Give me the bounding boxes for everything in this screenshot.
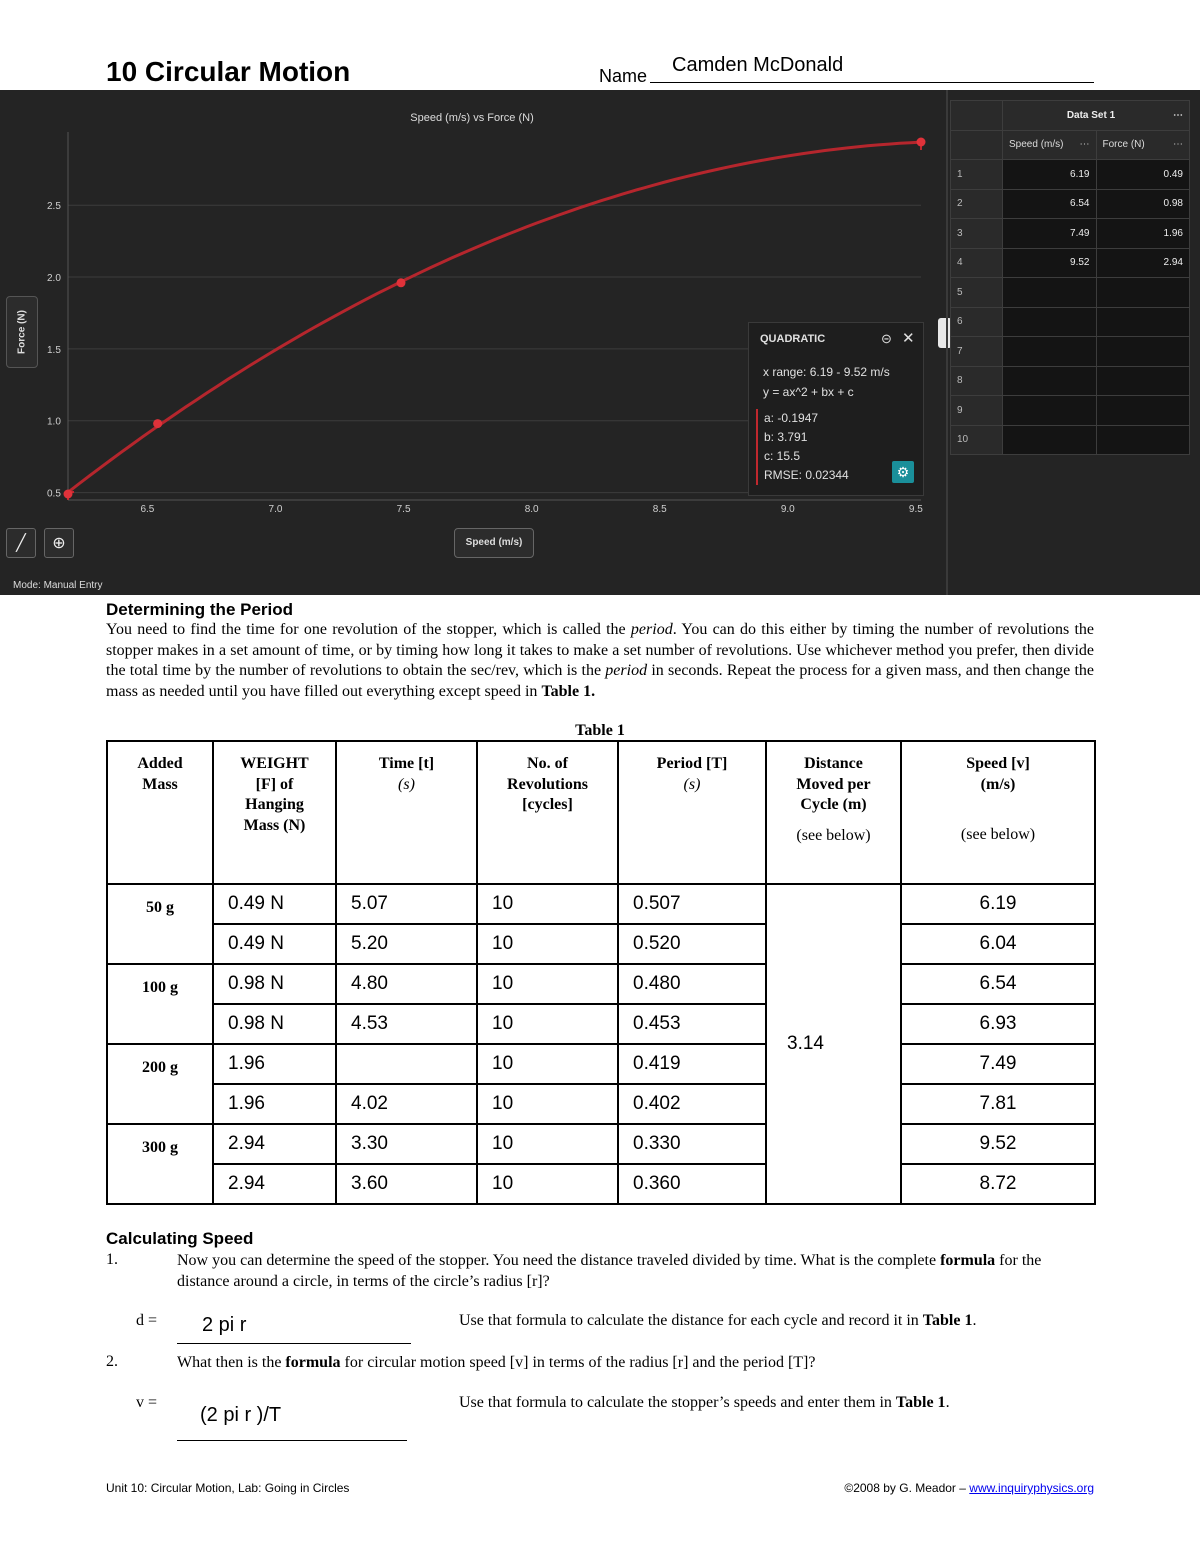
mass-cell: 100 g <box>107 964 213 1044</box>
data-row[interactable] <box>951 160 1190 190</box>
row-index: 2 <box>951 189 1003 219</box>
period-cell: 0.453 <box>618 1004 766 1044</box>
weight-cell: 0.49 N <box>213 884 336 924</box>
weight-cell: 2.94 <box>213 1164 336 1204</box>
mode-label: Mode: Manual Entry <box>13 580 103 591</box>
more-icon: ⋯ <box>1173 139 1183 151</box>
header-speed: Speed [v] (m/s) (see below) <box>901 741 1095 884</box>
period-cell: 0.480 <box>618 964 766 1004</box>
speed-cell[interactable] <box>1003 307 1097 337</box>
header-distance: Distance Moved per Cycle (m) (see below) <box>766 741 901 884</box>
table-row <box>107 1004 1095 1044</box>
d-label: d = <box>136 1312 158 1329</box>
row-index: 8 <box>951 366 1003 396</box>
table-row <box>107 1124 1095 1164</box>
speed-heading: Calculating Speed <box>106 1229 254 1248</box>
force-cell[interactable]: 0.49 <box>1096 160 1190 190</box>
fit-equation: y = ax^2 + bx + c <box>763 385 854 399</box>
x-tick-label: 7.5 <box>396 504 411 515</box>
fit-parameters <box>756 409 849 485</box>
gear-icon[interactable]: ⚙ <box>892 461 914 483</box>
weight-cell: 1.96 <box>213 1044 336 1084</box>
force-cell[interactable] <box>1096 337 1190 367</box>
speed-cell[interactable]: 6.19 <box>1003 160 1097 190</box>
more-icon: ⋯ <box>1079 139 1090 151</box>
y-tick-label: 2.5 <box>47 201 61 213</box>
row-index: 5 <box>951 278 1003 308</box>
x-tick-label: 9.0 <box>780 504 795 515</box>
footer-unit: Unit 10: Circular Motion, Lab: Going in Circles <box>106 1481 350 1495</box>
data-row[interactable] <box>951 337 1190 367</box>
data-row[interactable] <box>951 248 1190 278</box>
period-cell: 0.360 <box>618 1164 766 1204</box>
data-point[interactable] <box>153 419 162 428</box>
row-index: 9 <box>951 396 1003 426</box>
revolutions-cell: 10 <box>477 1084 618 1124</box>
name-underline <box>650 82 1094 83</box>
graph-tool-icon[interactable]: ╱ <box>6 528 36 558</box>
question-2-text: What then is the formula for circular motion speed [v] in terms of the radius [r] and the period [T]? <box>177 1354 816 1371</box>
chart-title: Speed (m/s) vs Force (N) <box>410 112 534 124</box>
table-row <box>107 884 1095 924</box>
question-1-text: Now you can determine the speed of the stopper. You need the distance traveled divided by time. What is the complete formula for the distance around a circle, in terms of the circle’s radius [r]? <box>177 1252 1042 1290</box>
question-1-number: 1. <box>106 1251 118 1268</box>
table-row <box>107 1084 1095 1124</box>
row-index: 6 <box>951 307 1003 337</box>
table-row <box>107 924 1095 964</box>
data-row[interactable] <box>951 278 1190 308</box>
force-cell[interactable]: 1.96 <box>1096 219 1190 249</box>
row-index: 1 <box>951 160 1003 190</box>
row-index: 10 <box>951 425 1003 455</box>
data-row[interactable] <box>951 425 1190 455</box>
weight-cell: 2.94 <box>213 1124 336 1164</box>
speed-cell: 7.49 <box>901 1044 1095 1084</box>
fit-param-b: b: 3.791 <box>764 430 808 444</box>
fit-param-c: c: 15.5 <box>764 449 801 463</box>
speed-cell: 9.52 <box>901 1124 1095 1164</box>
speed-cell: 6.19 <box>901 884 1095 924</box>
period-cell: 0.507 <box>618 884 766 924</box>
v-label: v = <box>136 1394 158 1411</box>
row-index: 4 <box>951 248 1003 278</box>
y-tick-label: 0.5 <box>47 488 61 500</box>
y-tick-label: 1.0 <box>47 416 61 428</box>
data-point[interactable] <box>64 490 73 499</box>
footer-link[interactable]: www.inquiryphysics.org <box>969 1481 1094 1495</box>
data-row[interactable] <box>951 307 1190 337</box>
period-heading: Determining the Period <box>106 600 294 619</box>
more-icon: ⋯ <box>1173 109 1183 121</box>
speed-cell: 7.81 <box>901 1084 1095 1124</box>
data-point[interactable] <box>917 138 926 147</box>
force-cell[interactable] <box>1096 307 1190 337</box>
data-row[interactable] <box>951 189 1190 219</box>
document-title: 10 Circular Motion <box>106 56 351 87</box>
time-cell <box>336 1044 477 1084</box>
speed-cell[interactable] <box>1003 337 1097 367</box>
d-answer: 2 pi r <box>202 1314 247 1336</box>
panel-divider <box>946 90 948 595</box>
x-tick-label: 6.5 <box>140 504 155 515</box>
weight-cell: 0.49 N <box>213 924 336 964</box>
force-cell[interactable]: 2.94 <box>1096 248 1190 278</box>
y-axis-button[interactable]: Force (N) <box>6 296 38 368</box>
data-table-1 <box>106 740 1096 1205</box>
mass-cell: 200 g <box>107 1044 213 1124</box>
revolutions-cell: 10 <box>477 1004 618 1044</box>
name-value: Camden McDonald <box>672 54 844 76</box>
collapse-icon[interactable]: ⊝ <box>881 331 892 346</box>
row-index: 3 <box>951 219 1003 249</box>
speed-cell[interactable]: 9.52 <box>1003 248 1097 278</box>
table-row <box>107 1164 1095 1204</box>
header-time: Time [t] (s) <box>336 741 477 884</box>
zoom-icon[interactable]: ⊕ <box>44 528 74 558</box>
force-cell[interactable] <box>1096 396 1190 426</box>
v-answer: (2 pi r )/T <box>200 1404 282 1426</box>
speed-cell[interactable] <box>1003 278 1097 308</box>
x-axis-button[interactable]: Speed (m/s) <box>454 528 534 558</box>
speed-cell: 6.93 <box>901 1004 1095 1044</box>
period-paragraph: You need to find the time for one revolution of the stopper, which is called the period. You can do this either by timing the number of revolutions the stopper makes in a set amount of time, or by timing how long it takes to make a set number of revolutions. Use whichever method you prefer, then divide the total time by the number of revolutions to obtain the sec/rev, which is the period in seconds. Repeat the process for a given mass, and then change the mass as needed until you have filled out everything except speed in Table 1. <box>106 621 1095 700</box>
weight-cell: 0.98 N <box>213 964 336 1004</box>
dataset-title[interactable]: Data Set 1 ⋯ <box>1003 101 1190 131</box>
speed-cell: 6.04 <box>901 924 1095 964</box>
period-cell: 0.520 <box>618 924 766 964</box>
time-cell: 3.60 <box>336 1164 477 1204</box>
speed-cell: 6.54 <box>901 964 1095 1004</box>
period-cell: 0.330 <box>618 1124 766 1164</box>
fit-rmse: RMSE: 0.02344 <box>764 468 849 482</box>
mass-cell: 300 g <box>107 1124 213 1204</box>
header-revolutions: No. of Revolutions [cycles] <box>477 741 618 884</box>
speed-cell[interactable]: 6.54 <box>1003 189 1097 219</box>
distance-cell: 3.14 <box>766 884 901 1204</box>
column-header-speed[interactable]: Speed (m/s) ⋯ <box>1003 130 1097 160</box>
fit-range: x range: 6.19 - 9.52 m/s <box>763 365 890 379</box>
force-cell[interactable] <box>1096 278 1190 308</box>
weight-cell: 1.96 <box>213 1084 336 1124</box>
force-cell[interactable] <box>1096 425 1190 455</box>
revolutions-cell: 10 <box>477 1124 618 1164</box>
force-cell[interactable] <box>1096 366 1190 396</box>
time-cell: 4.02 <box>336 1084 477 1124</box>
y-tick-label: 2.0 <box>47 273 61 285</box>
speed-cell[interactable] <box>1003 425 1097 455</box>
table-caption: Table 1 <box>575 722 625 739</box>
fit-param-a: a: -0.1947 <box>764 411 819 425</box>
close-icon[interactable]: ✕ <box>902 330 915 347</box>
period-cell: 0.402 <box>618 1084 766 1124</box>
time-cell: 5.20 <box>336 924 477 964</box>
time-cell: 5.07 <box>336 884 477 924</box>
data-row[interactable] <box>951 366 1190 396</box>
header-weight: WEIGHT [F] of Hanging Mass (N) <box>213 741 336 884</box>
d-note: Use that formula to calculate the distance for each cycle and record it in Table 1. <box>459 1312 977 1329</box>
revolutions-cell: 10 <box>477 1044 618 1084</box>
x-tick-label: 8.0 <box>524 504 539 515</box>
data-point[interactable] <box>397 278 406 287</box>
quadratic-fit-panel <box>748 322 924 496</box>
revolutions-cell: 10 <box>477 884 618 924</box>
data-row[interactable] <box>951 219 1190 249</box>
time-cell: 4.80 <box>336 964 477 1004</box>
y-tick-label: 1.5 <box>47 344 61 356</box>
revolutions-cell: 10 <box>477 1164 618 1204</box>
revolutions-cell: 10 <box>477 924 618 964</box>
speed-cell: 8.72 <box>901 1164 1095 1204</box>
mass-cell: 50 g <box>107 884 213 964</box>
header-period: Period [T] (s) <box>618 741 766 884</box>
name-label: Name <box>599 66 648 86</box>
time-cell: 3.30 <box>336 1124 477 1164</box>
data-row[interactable] <box>951 396 1190 426</box>
period-cell: 0.419 <box>618 1044 766 1084</box>
revolutions-cell: 10 <box>477 964 618 1004</box>
time-cell: 4.53 <box>336 1004 477 1044</box>
footer-copyright: ©2008 by G. Meador – www.inquiryphysics.org <box>844 1481 1094 1495</box>
question-2-number: 2. <box>106 1353 118 1370</box>
header-mass: Added Mass <box>107 741 213 884</box>
table-row <box>107 1044 1095 1084</box>
v-answer-line <box>177 1440 407 1441</box>
speed-cell[interactable]: 7.49 <box>1003 219 1097 249</box>
x-tick-label: 8.5 <box>652 504 667 515</box>
force-cell[interactable]: 0.98 <box>1096 189 1190 219</box>
speed-cell[interactable] <box>1003 366 1097 396</box>
speed-cell[interactable] <box>1003 396 1097 426</box>
graphing-app-screenshot <box>0 90 1200 595</box>
x-tick-label: 9.5 <box>908 504 923 515</box>
row-index: 7 <box>951 337 1003 367</box>
fit-title: QUADRATIC <box>760 333 826 345</box>
d-answer-line <box>177 1343 411 1344</box>
v-note: Use that formula to calculate the stopper’s speeds and enter them in Table 1. <box>459 1394 950 1411</box>
table-row <box>107 964 1095 1004</box>
x-tick-label: 7.0 <box>268 504 283 515</box>
data-table-panel <box>950 100 1190 455</box>
weight-cell: 0.98 N <box>213 1004 336 1044</box>
column-header-force[interactable]: Force (N) ⋯ <box>1096 130 1190 160</box>
